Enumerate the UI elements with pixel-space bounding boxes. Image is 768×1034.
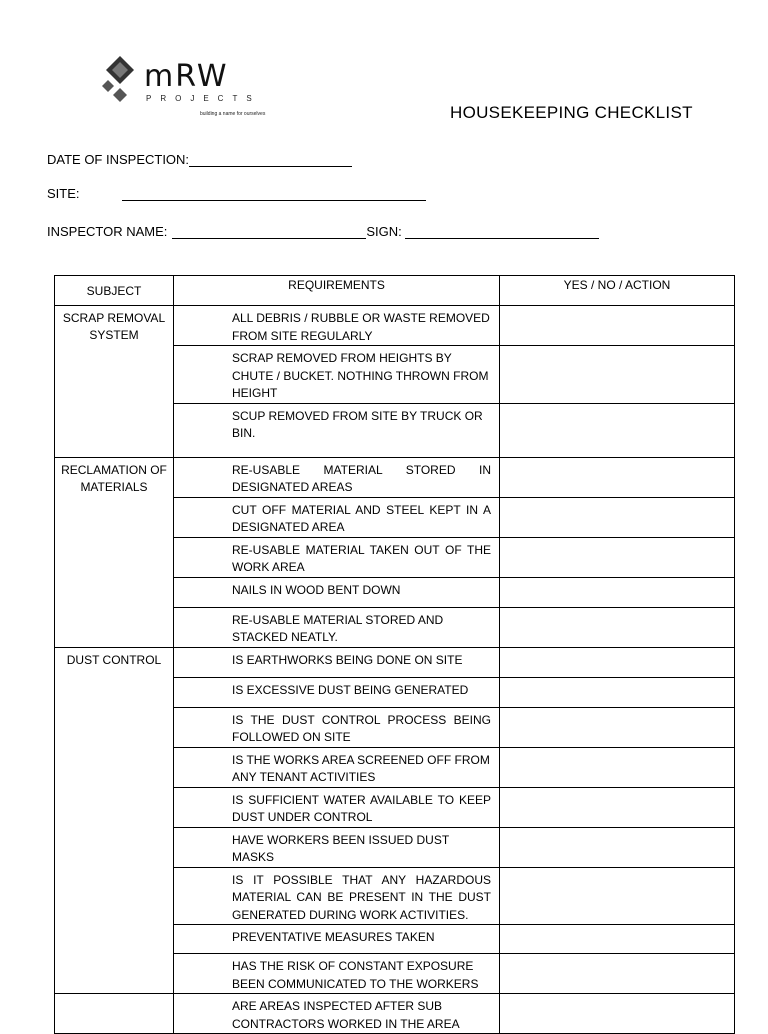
- requirement-cell: RE-USABLE MATERIAL STORED IN DESIGNATED AREAS: [174, 457, 500, 497]
- requirement-cell: HAVE WORKERS BEEN ISSUED DUST MASKS: [174, 827, 500, 867]
- subject-cell: [55, 994, 174, 1034]
- action-cell[interactable]: [500, 925, 735, 954]
- table-row: [55, 647, 735, 677]
- inspector-line[interactable]: [172, 226, 366, 239]
- sign-label: SIGN:: [366, 224, 402, 239]
- header-subject: SUBJECT: [55, 276, 174, 306]
- requirement-cell: IS SUFFICIENT WATER AVAILABLE TO KEEP DUST UNDER CONTROL: [174, 787, 500, 827]
- action-cell[interactable]: [500, 497, 735, 537]
- action-cell[interactable]: [500, 306, 735, 346]
- logo-wordmark: mRW: [144, 59, 229, 94]
- requirement-cell: IS THE WORKS AREA SCREENED OFF FROM ANY TENANT ACTIVITIES: [174, 747, 500, 787]
- requirement-cell: PREVENTATIVE MEASURES TAKEN: [174, 925, 500, 954]
- date-line[interactable]: [189, 154, 352, 167]
- table-row: [55, 457, 735, 497]
- date-label: DATE OF INSPECTION:: [47, 152, 190, 167]
- requirement-cell: SCUP REMOVED FROM SITE BY TRUCK OR BIN.: [174, 403, 500, 457]
- table-row: [55, 994, 735, 1034]
- requirement-cell: IS EARTHWORKS BEING DONE ON SITE: [174, 647, 500, 677]
- requirement-cell: CUT OFF MATERIAL AND STEEL KEPT IN A DESIGNATED AREA: [174, 497, 500, 537]
- action-cell[interactable]: [500, 994, 735, 1034]
- action-cell[interactable]: [500, 707, 735, 747]
- subject-cell: RECLAMATION OF MATERIALS: [55, 457, 174, 647]
- requirement-cell: IS IT POSSIBLE THAT ANY HAZARDOUS MATERIAL CAN BE PRESENT IN THE DUST GENERATED DURING WORK ACTIVITIES.: [174, 867, 500, 925]
- requirement-cell: ARE AREAS INSPECTED AFTER SUB CONTRACTORS WORKED IN THE AREA: [174, 994, 500, 1034]
- requirement-cell: ALL DEBRIS / RUBBLE OR WASTE REMOVED FROM SITE REGULARLY: [174, 306, 500, 346]
- action-cell[interactable]: [500, 577, 735, 607]
- requirement-cell: SCRAP REMOVED FROM HEIGHTS BY CHUTE / BUCKET. NOTHING THROWN FROM HEIGHT: [174, 346, 500, 404]
- date-field: [47, 152, 352, 167]
- subject-cell: SCRAP REMOVAL SYSTEM: [55, 306, 174, 458]
- table-header-row: [55, 276, 735, 306]
- requirement-cell: NAILS IN WOOD BENT DOWN: [174, 577, 500, 607]
- requirement-cell: RE-USABLE MATERIAL STORED AND STACKED NEATLY.: [174, 607, 500, 647]
- action-cell[interactable]: [500, 537, 735, 577]
- page-title: HOUSEKEEPING CHECKLIST: [450, 103, 693, 122]
- action-cell[interactable]: [500, 647, 735, 677]
- checklist-table: [54, 275, 735, 1034]
- subject-cell: DUST CONTROL: [55, 647, 174, 994]
- action-cell[interactable]: [500, 827, 735, 867]
- requirement-cell: HAS THE RISK OF CONSTANT EXPOSURE BEEN COMMUNICATED TO THE WORKERS: [174, 954, 500, 994]
- site-label: SITE:: [47, 186, 80, 201]
- action-cell[interactable]: [500, 457, 735, 497]
- table-row: [55, 306, 735, 346]
- action-cell[interactable]: [500, 346, 735, 404]
- logo-tagline: building a name for ourselves: [200, 111, 266, 117]
- logo-subtitle: PROJECTS: [146, 94, 261, 103]
- header-action: YES / NO / ACTION: [500, 276, 735, 306]
- inspector-field: [47, 224, 599, 239]
- company-logo: [100, 54, 310, 124]
- sign-line[interactable]: [405, 226, 599, 239]
- action-cell[interactable]: [500, 954, 735, 994]
- action-cell[interactable]: [500, 403, 735, 457]
- requirement-cell: RE-USABLE MATERIAL TAKEN OUT OF THE WORK AREA: [174, 537, 500, 577]
- action-cell[interactable]: [500, 607, 735, 647]
- action-cell[interactable]: [500, 677, 735, 707]
- site-field: [47, 186, 426, 201]
- action-cell[interactable]: [500, 867, 735, 925]
- logo-diamonds-icon: [100, 54, 144, 110]
- inspector-label: INSPECTOR NAME:: [47, 224, 168, 239]
- requirement-cell: IS EXCESSIVE DUST BEING GENERATED: [174, 677, 500, 707]
- header-requirements: REQUIREMENTS: [174, 276, 500, 306]
- action-cell[interactable]: [500, 787, 735, 827]
- site-line[interactable]: [122, 188, 426, 201]
- requirement-cell: IS THE DUST CONTROL PROCESS BEING FOLLOWED ON SITE: [174, 707, 500, 747]
- action-cell[interactable]: [500, 747, 735, 787]
